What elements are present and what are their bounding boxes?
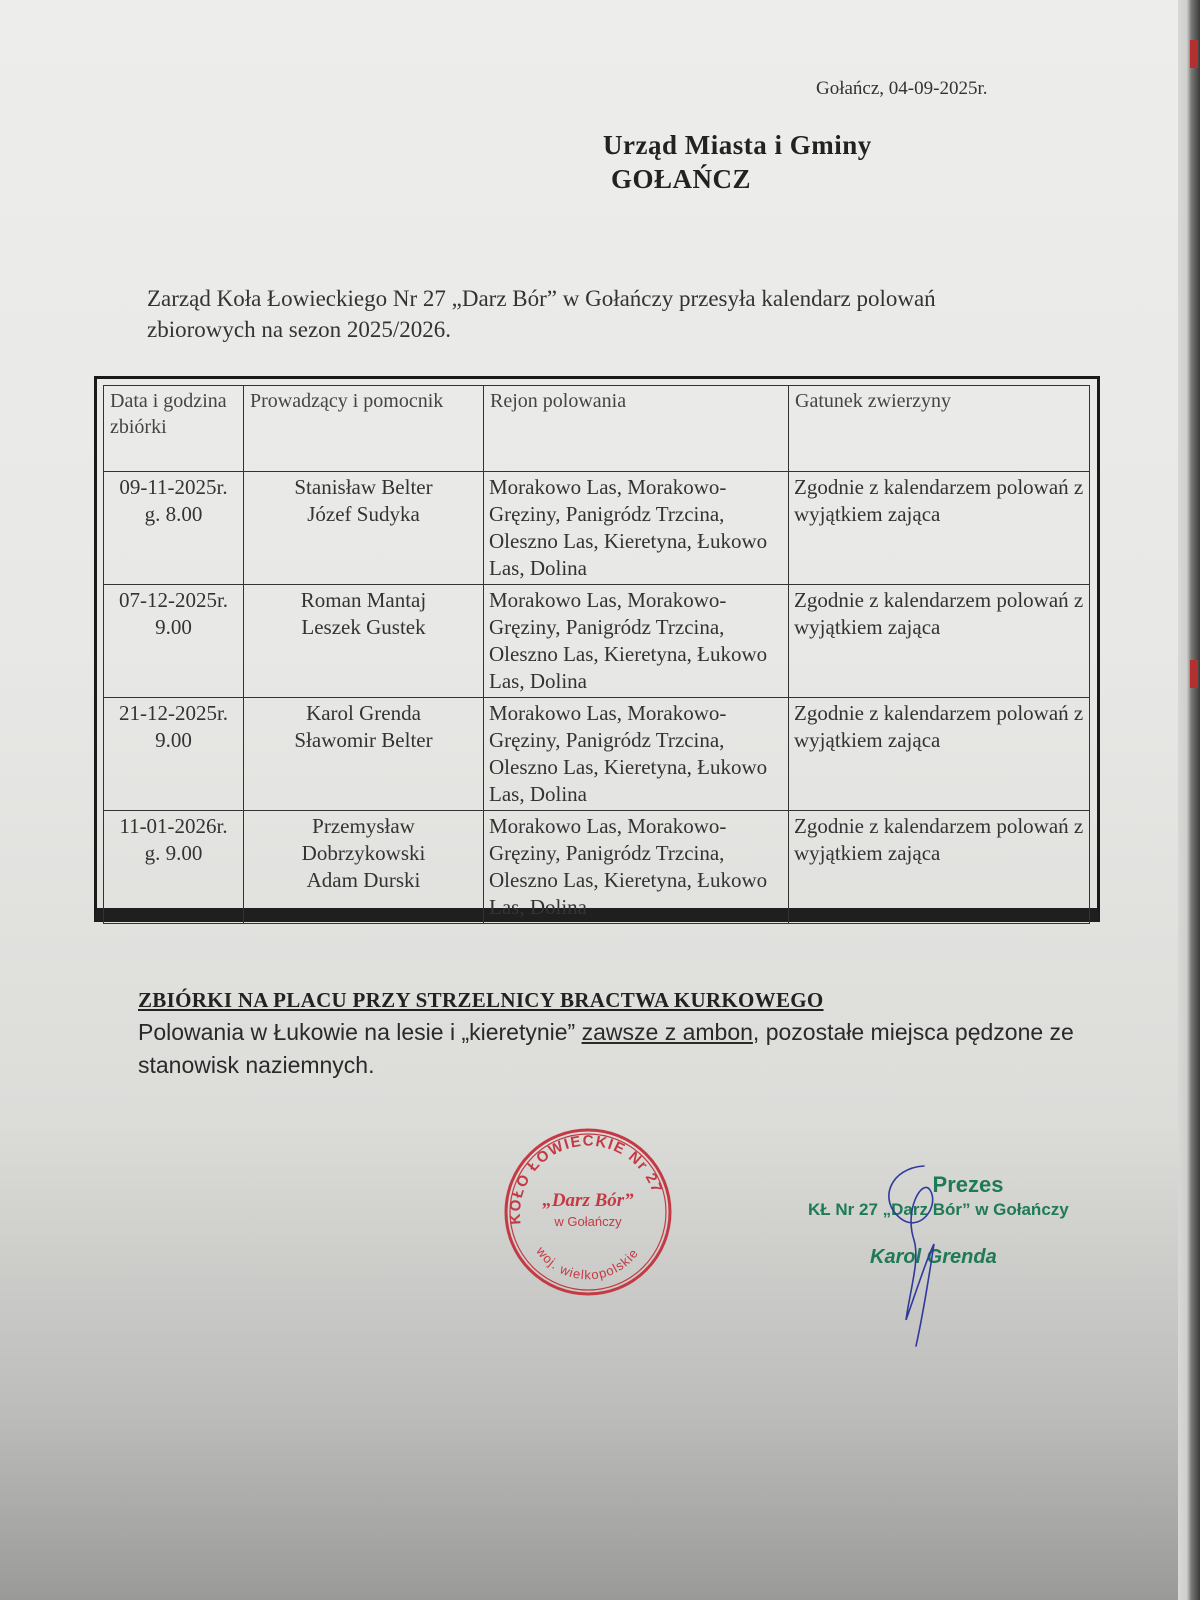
club-stamp [502,1126,674,1298]
addressee [603,128,872,196]
cell-leader: Roman Mantaj Leszek Gustek [244,585,484,698]
edge-marker [1190,660,1198,688]
stamp-town: w Gołańczy [554,1214,622,1229]
cell-leader: Karol Grenda Sławomir Belter [244,698,484,811]
edge-marker [1190,40,1198,68]
stamp-club-name: „Darz Bór” [542,1190,634,1211]
hunting-rules-text: Polowania w Łukowie na lesie i „kieretynie” zawsze z ambon, pozostałe miejsca pędzone ze stanowisk naziemnych. [138,1019,1074,1078]
header-species: Gatunek zwierzyny [789,386,1090,472]
cell-species: Zgodnie z kalendarzem polowań z wyjątkiem zająca [789,698,1090,811]
cell-area: Morakowo Las, Morakowo-Gręziny, Panigródz Trzcina, Oleszno Las, Kieretyna, Łukowo Las, Dolina [484,585,789,698]
header-date: Data i godzina zbiórki [104,386,244,472]
header-area: Rejon polowania [484,386,789,472]
intro-paragraph: Zarząd Koła Łowieckiego Nr 27 „Darz Bór” w Gołańczy przesyła kalendarz polowań zbiorowych na sezon 2025/2026. [147,286,936,342]
stamp-region: woj. wielkopolskie [533,1243,642,1283]
handwritten-signature [870,1160,980,1350]
cell-area: Morakowo Las, Morakowo-Gręziny, Panigródz Trzcina, Oleszno Las, Kieretyna, Łukowo Las, Dolina [484,472,789,585]
signature-title: Prezes [932,1172,1004,1197]
cell-leader: Przemysław Dobrzykowski Adam Durski [244,811,484,924]
hunt-calendar-table [94,376,1100,922]
cell-date: 21-12-2025r. 9.00 [104,698,244,811]
table-header-row [104,386,1090,472]
cell-area: Morakowo Las, Morakowo-Gręziny, Panigródz Trzcina, Oleszno Las, Kieretyna, Łukowo Las, Dolina [484,698,789,811]
signature-name: Karol Grenda [870,1246,997,1268]
addressee-line-1: Urząd Miasta i Gminy [603,130,872,160]
underlined-phrase: zawsze z ambon [581,1019,753,1045]
signature-org: KŁ Nr 27 „Darz Bór” w Gołańczy [808,1200,1069,1219]
header-leader: Prowadzący i pomocnik [244,386,484,472]
cell-date: 09-11-2025r. g. 8.00 [104,472,244,585]
cell-date: 11-01-2026r. g. 9.00 [104,811,244,924]
cell-leader: Stanisław Belter Józef Sudyka [244,472,484,585]
stamp-outer-text: KOŁO ŁOWIECKIE Nr 27 [506,1132,666,1226]
cell-species: Zgodnie z kalendarzem polowań z wyjątkiem zająca [789,585,1090,698]
cell-area: Morakowo Las, Morakowo-Gręziny, Panigródz Trzcina, Oleszno Las, Kieretyna, Łukowo Las, Dolina [484,811,789,924]
hunt-table [103,385,1090,924]
table-row [104,698,1090,811]
table-row [104,585,1090,698]
cell-date: 07-12-2025r. 9.00 [104,585,244,698]
table-row [104,811,1090,924]
document-date: Gołańcz, 04-09-2025r. [816,78,988,99]
addressee-line-2: GOŁAŃCZ [611,164,752,194]
signature-stroke [889,1166,934,1346]
cell-species: Zgodnie z kalendarzem polowań z wyjątkiem zająca [789,811,1090,924]
paper-edge-shadow [1178,0,1200,1600]
cell-species: Zgodnie z kalendarzem polowań z wyjątkiem zająca [789,472,1090,585]
table-row [104,472,1090,585]
assembly-point-title: ZBIÓRKI NA PLACU PRZY STRZELNICY BRACTWA KURKOWEGO [138,988,824,1012]
